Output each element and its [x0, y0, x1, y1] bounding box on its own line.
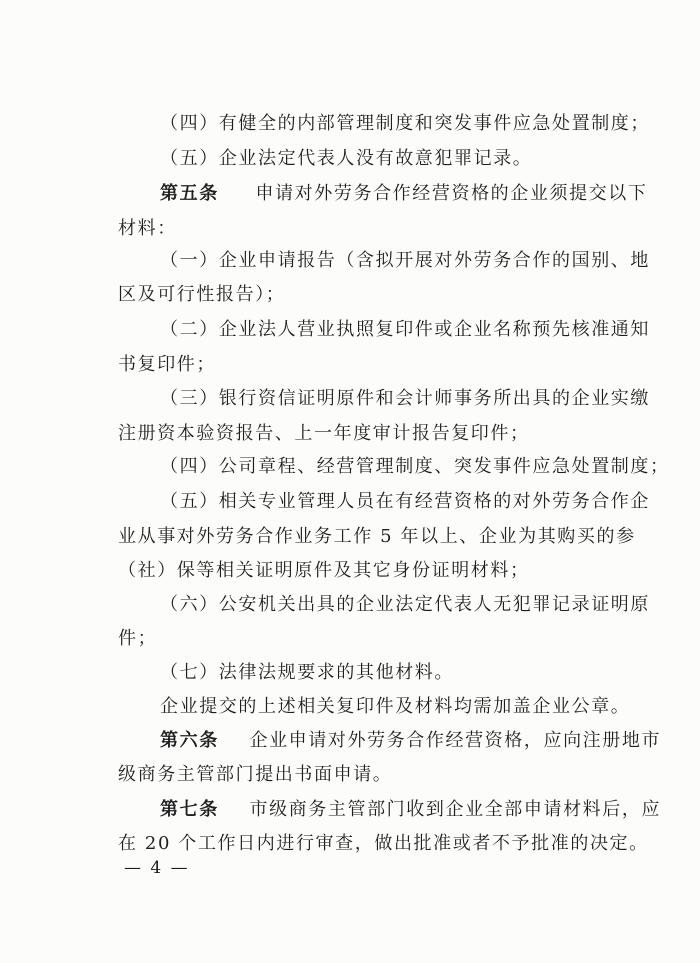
text-line: 件；: [118, 628, 158, 649]
article-label: 第七条: [160, 799, 219, 820]
text-line: 级商务主管部门提出书面申请。: [118, 764, 393, 785]
text-line: 企业申请对外劳务合作经营资格，应向注册地市: [249, 730, 662, 751]
article-label: 第五条: [160, 183, 219, 204]
text-line: 区及可行性报告）；: [118, 284, 286, 305]
text-line: 注册资本验资报告、上一年度审计报告复印件；: [118, 423, 530, 444]
text-line: 企业提交的上述相关复印件及材料均需加盖企业公章。: [160, 696, 631, 717]
text-line: 申请对外劳务合作经营资格的企业须提交以下: [255, 183, 648, 204]
text-line: 业从事对外劳务合作业务工作 5 年以上、企业为其购买的参: [118, 526, 636, 547]
text-line: （社）保等相关证明原件及其它身份证明材料；: [118, 560, 530, 581]
text-line: （二）企业法人营业执照复印件或企业名称预先核准通知: [160, 319, 650, 340]
text-line: 书复印件；: [118, 354, 216, 375]
text-line: （五）相关专业管理人员在有经营资格的对外劳务合作企: [160, 491, 650, 512]
text-line: 市级商务主管部门收到企业全部申请材料后，应: [249, 799, 662, 820]
text-line: （四）有健全的内部管理制度和突发事件应急处置制度；: [160, 113, 650, 134]
text-line: （三）银行资信证明原件和会计师事务所出具的企业实缴: [160, 388, 650, 409]
text-line: 在 20 个工作日内进行审查，做出批准或者不予批准的决定。: [118, 833, 649, 854]
text-line: 材料：: [118, 218, 177, 239]
text-line: （五）企业法定代表人没有故意犯罪记录。: [160, 148, 533, 169]
text-line: （七）法律法规要求的其他材料。: [160, 662, 454, 683]
text-line: （六）公安机关出具的企业法定代表人无犯罪记录证明原: [160, 594, 650, 615]
page-number: — 4 —: [124, 858, 190, 878]
text-line: （四）公司章程、经营管理制度、突发事件应急处置制度；: [160, 456, 670, 477]
article-six-line: [160, 730, 661, 752]
article-five-line: [160, 183, 647, 205]
article-seven-line: [160, 799, 661, 821]
article-label: 第六条: [160, 730, 219, 751]
text-line: （一）企业申请报告（含拟开展对外劳务合作的国别、地: [160, 250, 650, 271]
